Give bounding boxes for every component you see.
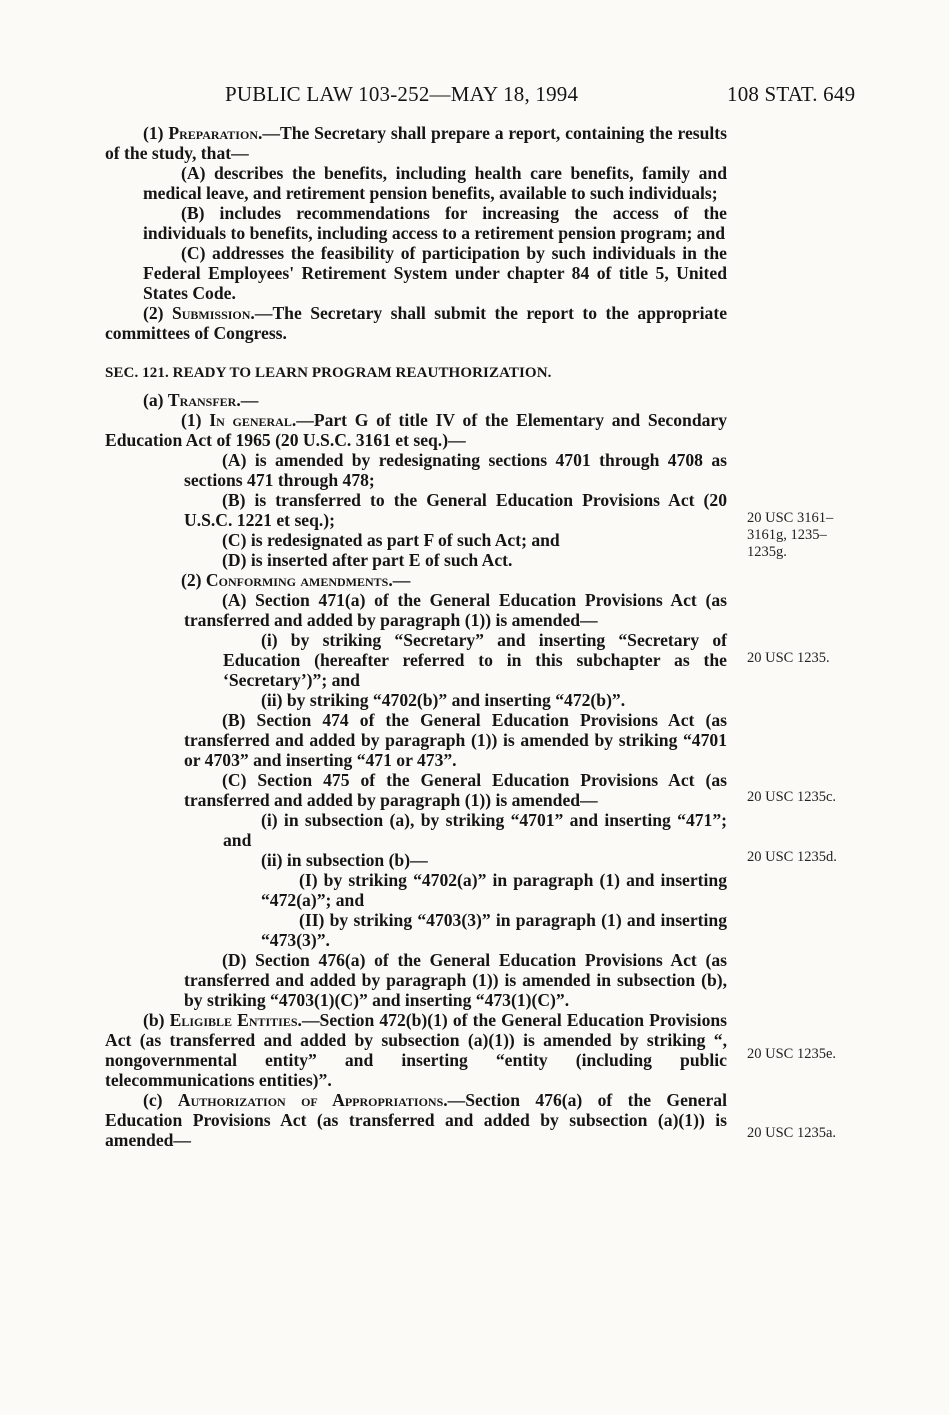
clause-b: (B) includes recommendations for increasing the access of the individuals to benefits, including access to a retirement pension program; and [143,203,727,243]
item-ii-4703-3: (II) by striking “4703(3)” in paragraph (1) and inserting “473(3)”. [261,910,727,950]
clause-c-section-475: (C) Section 475 of the General Education Provisions Act (as transferred and added by paragraph (1)) is amended— [184,770,727,810]
statute-body [105,123,727,1150]
clause-b-transfer: (B) is transferred to the General Education Provisions Act (20 U.S.C. 1221 et seq.); [184,490,727,530]
statute-page-number: 108 STAT. 649 [727,82,856,106]
subclause-ii-4702b: (ii) by striking “4702(b)” and inserting “472(b)”. [261,690,626,710]
running-title: PUBLIC LAW 103-252—MAY 18, 1994 [225,82,579,106]
subsection-eligible-entities: (b) Eligible Entities.—Section 472(b)(1) of the General Education Provisions Act (as transferred and added by subsection (a)(1)) is amended by striking “, nongovernmental entity” and inserting “entity (including public telecommunications entities)”. [105,1010,727,1090]
clause-c: (C) addresses the feasibility of participation by such individuals in the Federal Employees' Retirement System under chapter 84 of title 5, United States Code. [143,243,727,303]
margin-note-3161: 20 USC 3161–3161g, 1235–1235g. [747,510,834,560]
section-heading: SEC. 121. READY TO LEARN PROGRAM REAUTHORIZATION. [105,365,552,381]
subclause-ii-subsection-b: (ii) in subsection (b)— [261,850,428,870]
page-header [0,82,949,112]
paragraph-conforming-amendments: (2) Conforming amendments.— [181,570,411,590]
clause-b-section-474: (B) Section 474 of the General Education Provisions Act (as transferred and added by paragraph (1)) is amended by striking “4701 or 4703” and inserting “471 or 473”. [184,710,727,770]
clause-a-redesignation: (A) is amended by redesignating sections 4701 through 4708 as sections 471 through 478; [184,450,727,490]
margin-note-1235a: 20 USC 1235a. [747,1125,837,1141]
clause-a: (A) describes the benefits, including health care benefits, family and medical leave, and retirement pension benefits, available to such individuals; [143,163,727,203]
subsection-transfer: (a) Transfer.— [143,390,259,410]
clause-d-part-e: (D) is inserted after part E of such Act. [222,550,513,570]
margin-note-1235c: 20 USC 1235c. [747,789,837,805]
paragraph-submission: (2) Submission.—The Secretary shall submit the report to the appropriate committees of Congress. [105,303,728,343]
subclause-i-secretary: (i) by striking “Secretary” and inserting “Secretary of Education (hereafter referred to in this subchapter as the ‘Secretary’)”; and [223,630,727,690]
clause-d-section-476: (D) Section 476(a) of the General Education Provisions Act (as transferred and added by paragraph (1)) is amended in subsection (b), by striking “4703(1)(C)” and inserting “473(1)(C)”. [184,950,727,1010]
margin-note-1235: 20 USC 1235. [747,650,830,666]
margin-note-1235e: 20 USC 1235e. [747,1046,837,1062]
subsection-authorization: (c) Authorization of Appropriations.—Section 476(a) of the General Education Provisions Act (as transferred and added by subsection (a)(1)) is amended— [105,1090,727,1150]
paragraph-in-general: (1) In general.—Part G of title IV of the Elementary and Secondary Education Act of 1965 (20 U.S.C. 3161 et seq.)— [105,410,728,450]
clause-a-section-471: (A) Section 471(a) of the General Education Provisions Act (as transferred and added by paragraph (1)) is amended— [184,590,727,630]
margin-note-1235d: 20 USC 1235d. [747,849,837,865]
item-i-4702a: (I) by striking “4702(a)” in paragraph (1) and inserting “472(a)”; and [261,870,727,910]
subclause-i-subsection-a: (i) in subsection (a), by striking “4701” and inserting “471”; and [223,810,727,850]
clause-c-part-f: (C) is redesignated as part F of such Act; and [222,530,560,550]
paragraph-preparation: (1) Preparation.—The Secretary shall prepare a report, containing the results of the study, that— [105,123,727,163]
